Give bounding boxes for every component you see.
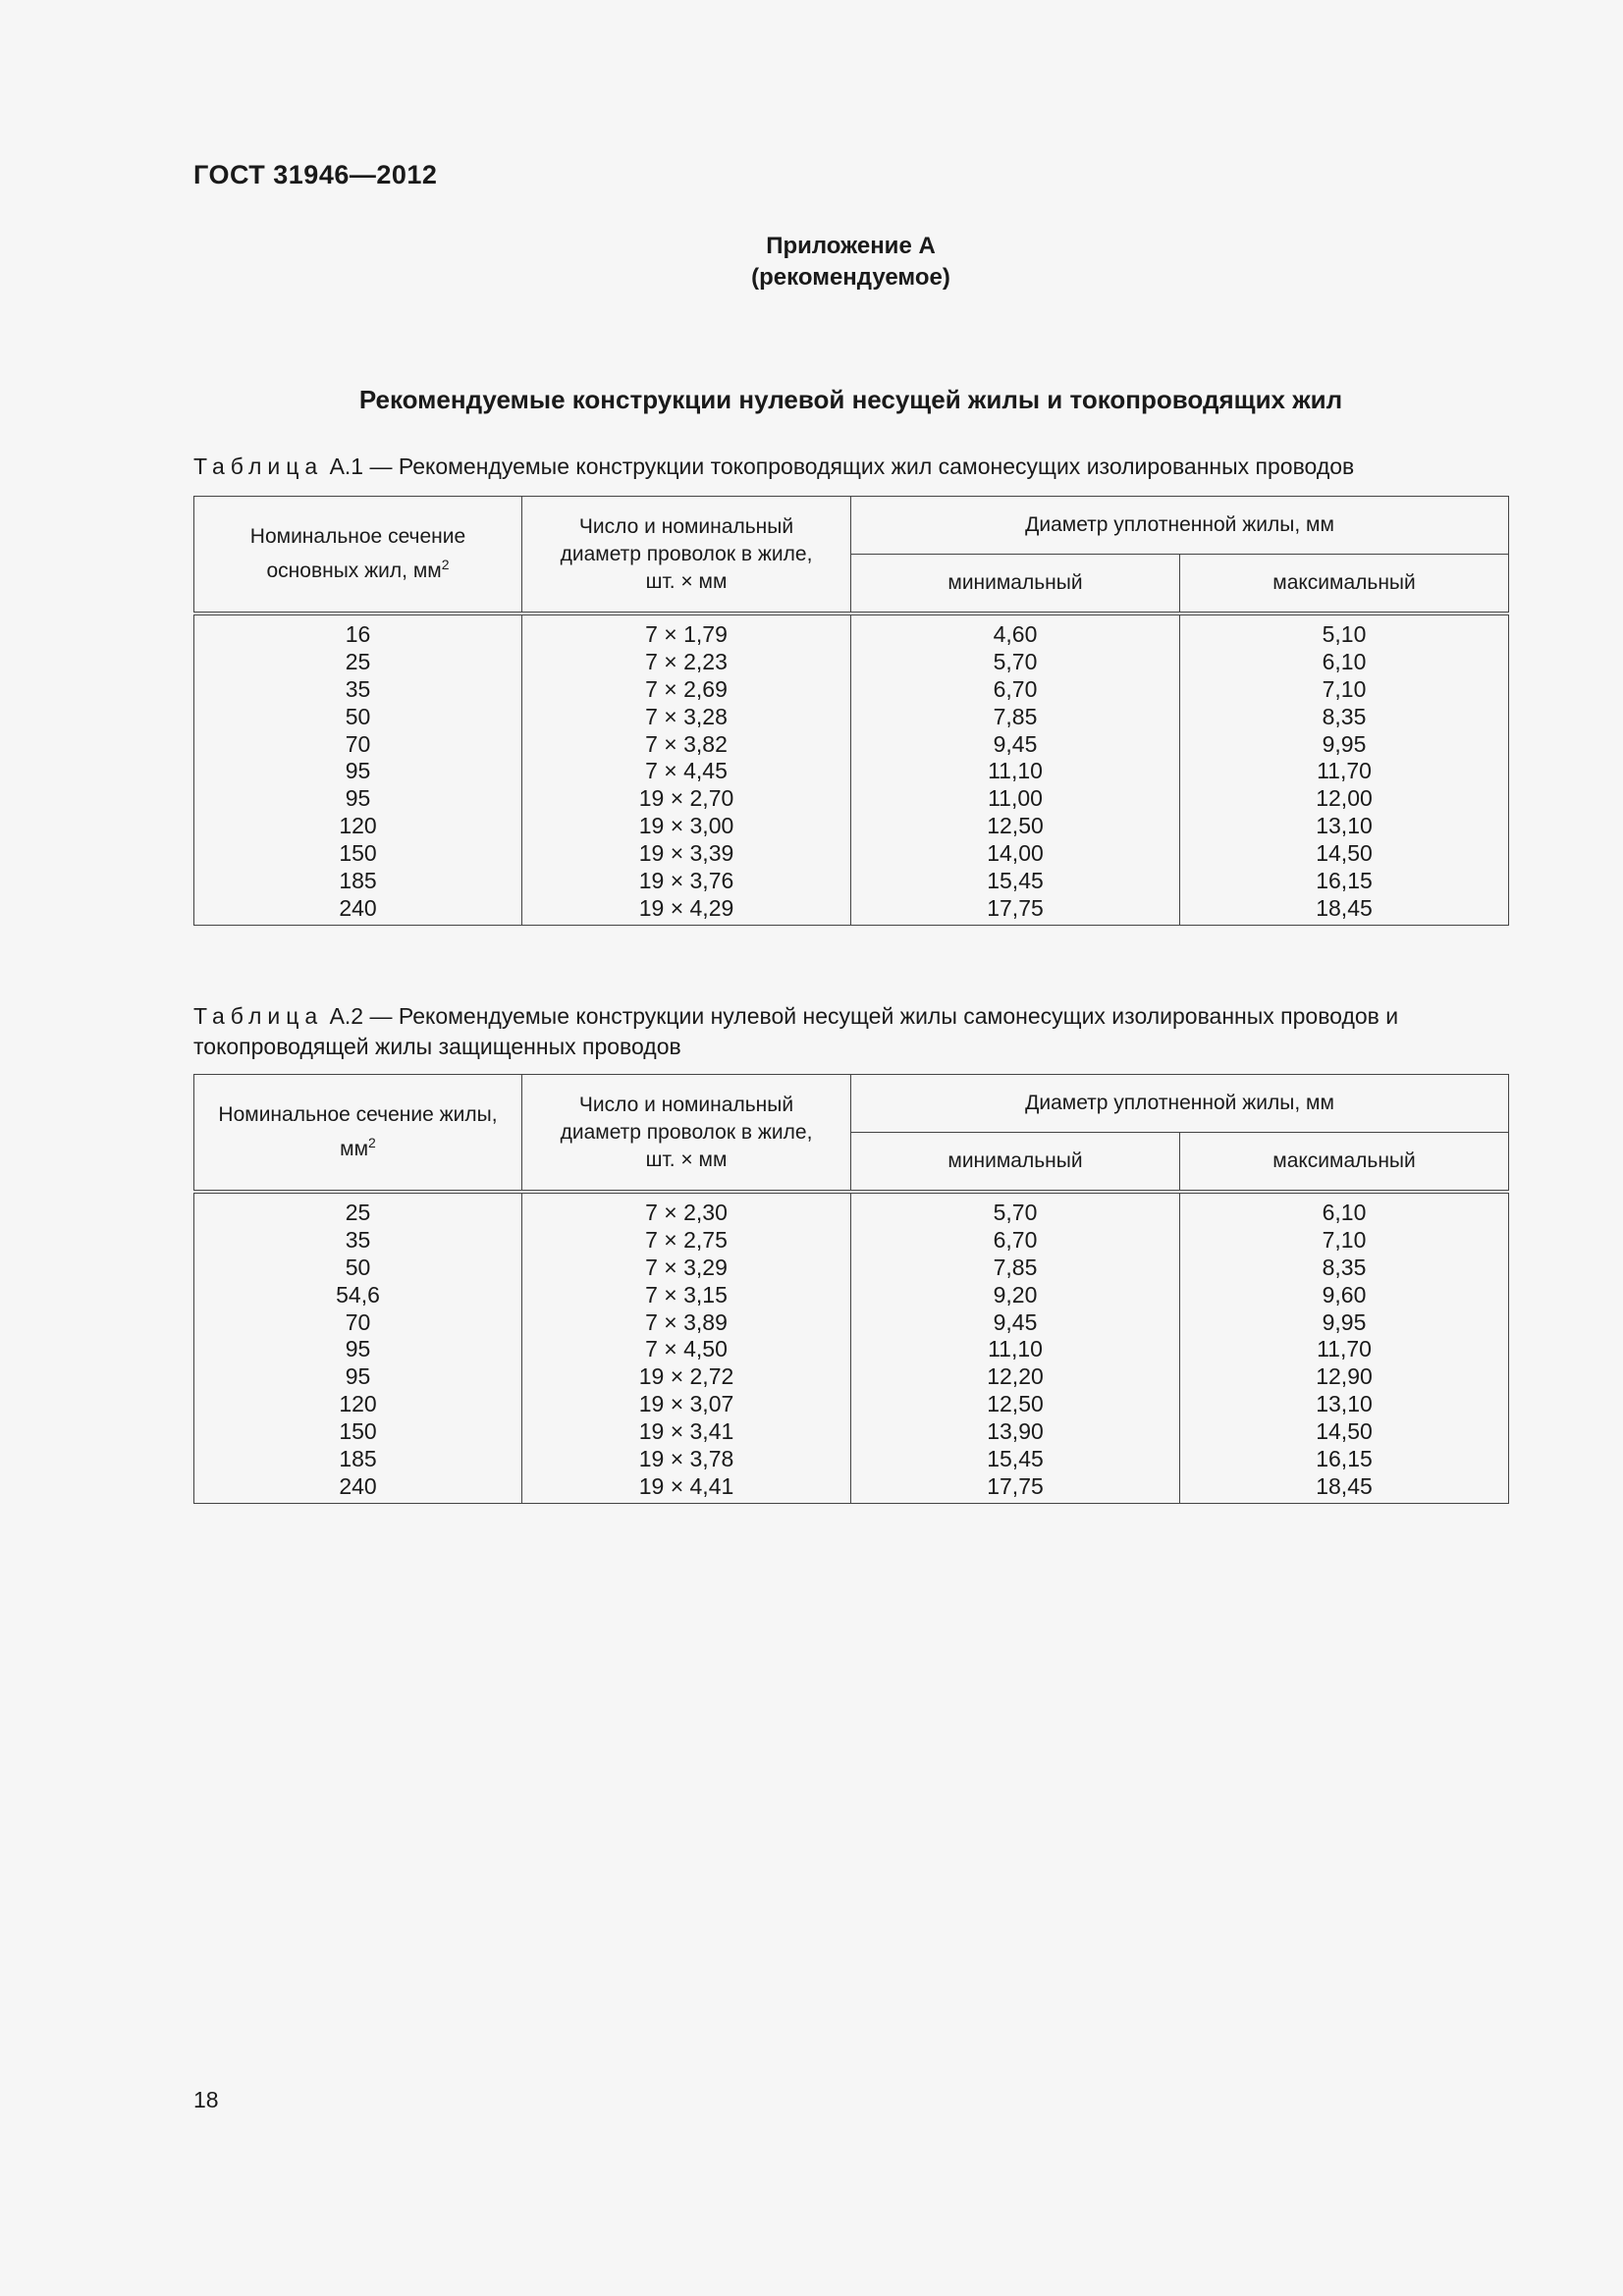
cell-min-diameter: 12,20 <box>987 1363 1044 1390</box>
table-a2-caption-label: Таблица <box>193 1003 324 1029</box>
cell-max-diameter: 18,45 <box>1316 894 1373 921</box>
cell-wires: 19 × 4,29 <box>638 894 734 921</box>
cell-min-diameter: 4,60 <box>993 621 1038 647</box>
column-max-diameter <box>1180 614 1509 925</box>
cell-max-diameter: 9,95 <box>1322 1308 1367 1335</box>
appendix-title: Приложение А <box>766 233 936 259</box>
table-a1-header-min: минимальный <box>851 555 1180 614</box>
cell-max-diameter: 12,90 <box>1316 1363 1373 1390</box>
page-number: 18 <box>193 2087 219 2112</box>
table-a2-header-diameter: Диаметр уплотненной жилы, мм <box>851 1075 1509 1133</box>
cell-min-diameter: 9,45 <box>993 730 1038 757</box>
column-min-diameter <box>851 614 1180 925</box>
cell-max-diameter: 13,10 <box>1316 813 1373 839</box>
cell-wires: 19 × 3,39 <box>638 840 734 867</box>
table-a1-body <box>194 614 1509 925</box>
cell-section: 16 <box>345 621 371 647</box>
cell-min-diameter: 6,70 <box>993 1226 1038 1253</box>
table-a1 <box>193 496 1509 926</box>
cell-max-diameter: 8,35 <box>1322 1254 1367 1280</box>
table-a1-header-section <box>194 497 522 614</box>
cell-wires: 7 × 3,29 <box>645 1254 728 1280</box>
cell-max-diameter: 7,10 <box>1322 1226 1367 1253</box>
cell-max-diameter: 11,70 <box>1317 1336 1372 1362</box>
table-a2-header-section-text: Номинальное сечение жилы, мм <box>218 1103 498 1160</box>
cell-wires: 7 × 3,82 <box>645 730 728 757</box>
table-a2 <box>193 1074 1509 1504</box>
table-a2-header-section-sup: 2 <box>368 1135 376 1150</box>
cell-wires: 7 × 3,28 <box>645 703 728 729</box>
table-a2-header-wires <box>522 1075 851 1193</box>
cell-max-diameter: 16,15 <box>1316 1446 1373 1472</box>
table-row <box>194 1192 1509 1503</box>
cell-max-diameter: 12,00 <box>1316 785 1373 812</box>
cell-section: 150 <box>339 840 377 867</box>
column-wires <box>522 614 851 925</box>
cell-min-diameter: 11,00 <box>988 785 1043 812</box>
cell-section: 50 <box>345 703 371 729</box>
cell-min-diameter: 6,70 <box>993 675 1038 702</box>
cell-max-diameter: 11,70 <box>1317 758 1372 784</box>
cell-min-diameter: 13,90 <box>987 1418 1044 1445</box>
cell-min-diameter: 12,50 <box>987 1391 1044 1417</box>
column-max-diameter <box>1180 1192 1509 1503</box>
cell-min-diameter: 17,75 <box>987 1472 1044 1499</box>
cell-min-diameter: 9,45 <box>993 1308 1038 1335</box>
cell-section: 95 <box>345 785 371 812</box>
cell-max-diameter: 16,15 <box>1316 868 1373 894</box>
cell-wires: 7 × 4,50 <box>645 1336 728 1362</box>
cell-min-diameter: 15,45 <box>987 1446 1044 1472</box>
cell-max-diameter: 8,35 <box>1322 703 1367 729</box>
table-a1-caption-text: А.1 — Рекомендуемые конструкции токопроводящих жил самонесущих изолированных проводов <box>323 454 1355 479</box>
cell-section: 25 <box>345 648 371 674</box>
cell-max-diameter: 5,10 <box>1322 621 1367 647</box>
cell-wires: 7 × 3,89 <box>645 1308 728 1335</box>
cell-section: 185 <box>339 1446 377 1472</box>
cell-section: 185 <box>339 868 377 894</box>
cell-min-diameter: 5,70 <box>993 1200 1038 1225</box>
table-a1-header-diameter: Диаметр уплотненной жилы, мм <box>851 497 1509 555</box>
cell-wires: 7 × 3,15 <box>645 1281 728 1308</box>
cell-max-diameter: 6,10 <box>1322 648 1367 674</box>
cell-section: 95 <box>345 1336 371 1362</box>
cell-section: 150 <box>339 1418 377 1445</box>
cell-section: 120 <box>339 813 377 839</box>
table-a2-header-max: максимальный <box>1180 1133 1509 1193</box>
cell-wires: 19 × 3,41 <box>638 1418 734 1445</box>
cell-min-diameter: 11,10 <box>988 1336 1043 1362</box>
section-title: Рекомендуемые конструкции нулевой несущей жилы и токопроводящих жил <box>358 385 1343 414</box>
cell-wires: 7 × 2,75 <box>645 1226 728 1253</box>
column-wires <box>522 1192 851 1503</box>
document-header: ГОСТ 31946—2012 <box>193 160 438 189</box>
cell-wires: 19 × 2,70 <box>638 785 734 812</box>
table-a2-caption <box>193 1001 1509 1062</box>
table-a2-body <box>194 1192 1509 1503</box>
appendix-subtitle: (рекомендуемое) <box>751 264 950 291</box>
cell-section: 35 <box>345 1226 371 1253</box>
cell-min-diameter: 17,75 <box>987 894 1044 921</box>
cell-min-diameter: 12,50 <box>987 813 1044 839</box>
cell-max-diameter: 18,45 <box>1316 1472 1373 1499</box>
cell-wires: 7 × 1,79 <box>645 621 728 647</box>
cell-max-diameter: 9,60 <box>1322 1281 1367 1308</box>
cell-max-diameter: 9,95 <box>1322 730 1367 757</box>
cell-section: 240 <box>339 894 377 921</box>
cell-section: 54,6 <box>336 1281 380 1308</box>
appendix-heading <box>0 231 1623 294</box>
cell-wires: 19 × 3,07 <box>638 1391 734 1417</box>
cell-max-diameter: 14,50 <box>1316 840 1373 867</box>
column-section <box>194 614 522 925</box>
cell-section: 95 <box>345 758 371 784</box>
cell-wires: 19 × 3,00 <box>638 813 734 839</box>
cell-wires: 19 × 3,76 <box>638 868 734 894</box>
cell-section: 70 <box>345 1308 371 1335</box>
cell-min-diameter: 11,10 <box>988 758 1043 784</box>
column-section <box>194 1192 522 1503</box>
cell-wires: 7 × 4,45 <box>645 758 728 784</box>
table-a2-header-section <box>194 1075 522 1193</box>
table-a1-caption <box>193 452 1509 482</box>
cell-min-diameter: 5,70 <box>993 648 1038 674</box>
table-a2-header-min: минимальный <box>851 1133 1180 1193</box>
table-a2-header-wires-text: Число и номинальный диаметр проволок в жиле, шт. × мм <box>560 1093 813 1171</box>
cell-section: 35 <box>345 675 371 702</box>
cell-section: 120 <box>339 1391 377 1417</box>
cell-max-diameter: 7,10 <box>1322 675 1367 702</box>
cell-wires: 19 × 2,72 <box>638 1363 734 1390</box>
cell-max-diameter: 6,10 <box>1322 1200 1367 1225</box>
cell-max-diameter: 14,50 <box>1316 1418 1373 1445</box>
cell-wires: 19 × 3,78 <box>638 1446 734 1472</box>
cell-section: 240 <box>339 1472 377 1499</box>
cell-section: 95 <box>345 1363 371 1390</box>
cell-min-diameter: 14,00 <box>987 840 1044 867</box>
cell-section: 50 <box>345 1254 371 1280</box>
cell-min-diameter: 15,45 <box>987 868 1044 894</box>
cell-max-diameter: 13,10 <box>1316 1391 1373 1417</box>
cell-min-diameter: 7,85 <box>993 703 1038 729</box>
cell-wires: 19 × 4,41 <box>638 1472 734 1499</box>
cell-section: 70 <box>345 730 371 757</box>
cell-wires: 7 × 2,69 <box>645 675 728 702</box>
cell-wires: 7 × 2,23 <box>645 648 728 674</box>
table-a1-header-section-sup: 2 <box>441 557 450 572</box>
cell-wires: 7 × 2,30 <box>645 1200 728 1225</box>
cell-min-diameter: 9,20 <box>993 1281 1038 1308</box>
cell-section: 25 <box>345 1200 371 1225</box>
table-a1-caption-label: Таблица <box>193 454 324 479</box>
table-a1-header-section-text: Номинальное сечение основных жил, мм <box>249 525 466 582</box>
column-min-diameter <box>851 1192 1180 1503</box>
table-a2-caption-text: А.2 — Рекомендуемые конструкции нулевой несущей жилы самонесущих изолированных проводов и токопроводящей жилы защищенных проводов <box>193 1003 1399 1059</box>
table-a1-header-wires <box>522 497 851 614</box>
cell-min-diameter: 7,85 <box>993 1254 1038 1280</box>
table-row <box>194 614 1509 925</box>
table-a1-header-wires-text: Число и номинальный диаметр проволок в жиле, шт. × мм <box>560 514 813 593</box>
table-a1-header-max: максимальный <box>1180 555 1509 614</box>
